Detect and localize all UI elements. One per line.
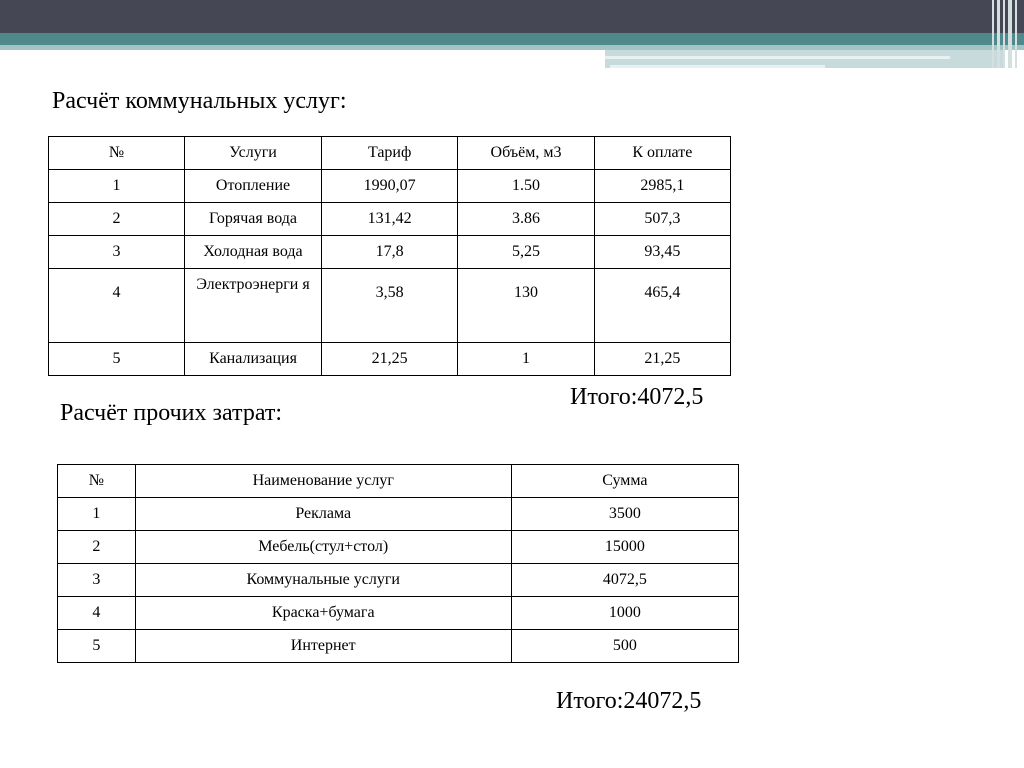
table-cell: 5: [49, 343, 185, 376]
table-cell: 1: [58, 498, 136, 531]
other-costs-heading: Расчёт прочих затрат:: [60, 400, 282, 426]
table-cell: Мебель(стул+стол): [135, 531, 511, 564]
column-header: Услуги: [185, 137, 322, 170]
table-cell: 500: [511, 630, 738, 663]
table-row: [58, 564, 739, 597]
column-header: №: [49, 137, 185, 170]
table-header-row: [58, 465, 739, 498]
table-row: [49, 170, 731, 203]
table-cell: 1000: [511, 597, 738, 630]
table-cell: Отопление: [185, 170, 322, 203]
table-cell: 2: [58, 531, 136, 564]
table-cell: 21,25: [321, 343, 457, 376]
header-accent-line: [605, 56, 950, 59]
table-row: [49, 203, 731, 236]
header-stripes: [988, 0, 1024, 68]
utilities-total: Итого:4072,5: [570, 384, 704, 410]
column-header: Тариф: [321, 137, 457, 170]
table-cell: 131,42: [321, 203, 457, 236]
wrapped-cell-text: Электроэнерги я: [196, 276, 310, 293]
table-cell: 507,3: [594, 203, 730, 236]
utilities-table: [48, 136, 731, 376]
table-cell: Горячая вода: [185, 203, 322, 236]
header-band-teal: [0, 33, 1024, 45]
other-costs-table: [57, 464, 739, 663]
table-cell: Канализация: [185, 343, 322, 376]
table-cell: 4: [58, 597, 136, 630]
table-cell: 21,25: [594, 343, 730, 376]
table-row: [49, 269, 731, 343]
table-cell: 5,25: [458, 236, 594, 269]
table-row: [58, 630, 739, 663]
column-header: №: [58, 465, 136, 498]
table-cell: 465,4: [594, 269, 730, 343]
table-cell: [185, 269, 322, 343]
table-row: [58, 597, 739, 630]
column-header: К оплате: [594, 137, 730, 170]
table-row: [58, 531, 739, 564]
header-accent-line: [610, 65, 825, 68]
table-cell: 2: [49, 203, 185, 236]
table-cell: 1990,07: [321, 170, 457, 203]
table-cell: 4: [49, 269, 185, 343]
table-cell: 93,45: [594, 236, 730, 269]
table-row: [49, 343, 731, 376]
table-cell: 4072,5: [511, 564, 738, 597]
table-cell: 15000: [511, 531, 738, 564]
column-header: Объём, м3: [458, 137, 594, 170]
table-cell: 17,8: [321, 236, 457, 269]
table-cell: 1: [49, 170, 185, 203]
table-cell: 3.86: [458, 203, 594, 236]
table-cell: Холодная вода: [185, 236, 322, 269]
table-cell: 130: [458, 269, 594, 343]
table-row: [58, 498, 739, 531]
column-header: Сумма: [511, 465, 738, 498]
table-cell: 3500: [511, 498, 738, 531]
table-cell: 2985,1: [594, 170, 730, 203]
table-row: [49, 236, 731, 269]
other-costs-total: Итого:24072,5: [556, 688, 702, 714]
table-cell: 5: [58, 630, 136, 663]
table-cell: 3,58: [321, 269, 457, 343]
table-cell: Интернет: [135, 630, 511, 663]
table-cell: 3: [49, 236, 185, 269]
utilities-heading: Расчёт коммунальных услуг:: [52, 88, 347, 114]
table-cell: 1.50: [458, 170, 594, 203]
table-cell: Реклама: [135, 498, 511, 531]
header-band-dark: [0, 0, 1024, 33]
table-cell: Коммунальные услуги: [135, 564, 511, 597]
table-cell: Краска+бумага: [135, 597, 511, 630]
column-header: Наименование услуг: [135, 465, 511, 498]
table-header-row: [49, 137, 731, 170]
table-cell: 3: [58, 564, 136, 597]
table-cell: 1: [458, 343, 594, 376]
